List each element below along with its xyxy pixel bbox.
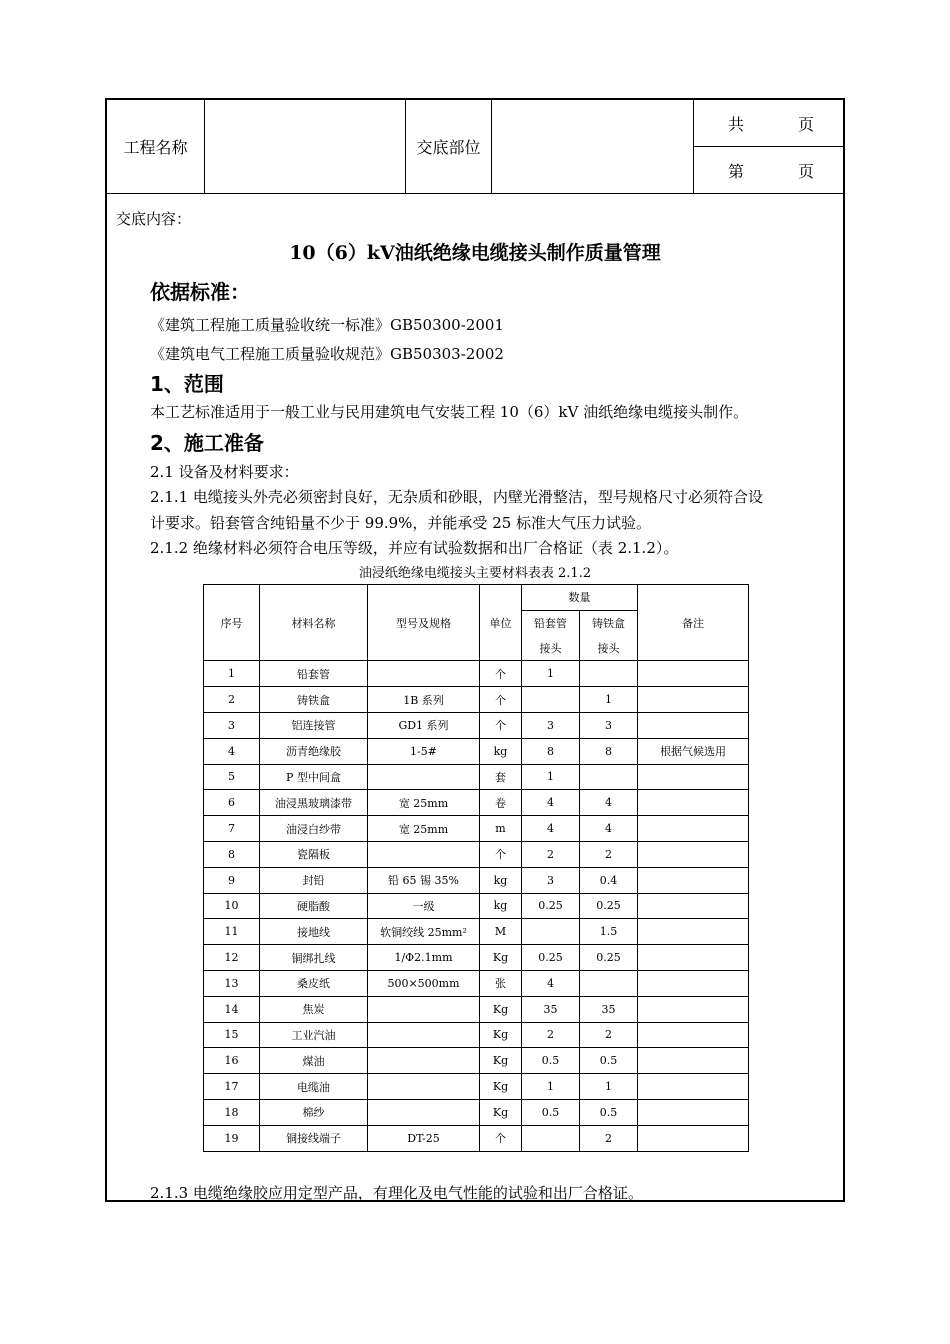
cell-unit: Kg xyxy=(480,1022,522,1048)
prep-para: 2.1.1 电缆接头外壳必须密封良好，无杂质和砂眼，内壁光滑整洁，型号规格尺寸必须符合设 xyxy=(150,488,763,506)
table-row xyxy=(204,1125,749,1151)
header-row xyxy=(107,100,843,194)
cell-qty-iron: 2 xyxy=(580,1125,638,1151)
cell-qty-iron: 2 xyxy=(580,841,638,867)
cell-no: 6 xyxy=(204,790,260,816)
cell-spec: 500×500mm xyxy=(368,970,480,996)
cell-qty-lead: 4 xyxy=(522,816,580,842)
cell-qty-iron: 35 xyxy=(580,996,638,1022)
basis-item: 《建筑电气工程施工质量验收规范》GB50303-2002 xyxy=(150,345,504,363)
cell-name: 工业汽油 xyxy=(260,1022,368,1048)
cell-note xyxy=(638,1022,749,1048)
scope-text: 本工艺标准适用于一般工业与民用建筑电气安装工程 10（6）kV 油纸绝缘电缆接头制作。 xyxy=(150,403,749,421)
table-row xyxy=(204,996,749,1022)
cell-unit: kg xyxy=(480,893,522,919)
cell-note xyxy=(638,996,749,1022)
basis-heading: 依据标准： xyxy=(150,280,250,304)
cell-spec: 软铜绞线 25mm² xyxy=(368,919,480,945)
cell-note xyxy=(638,687,749,713)
table-row xyxy=(204,1099,749,1125)
cell-qty-lead: 2 xyxy=(522,1022,580,1048)
cell-unit: Kg xyxy=(480,945,522,971)
table-row xyxy=(204,867,749,893)
cell-unit: 个 xyxy=(480,661,522,687)
cell-unit: Kg xyxy=(480,996,522,1022)
cell-unit: M xyxy=(480,919,522,945)
header-qty-iron: 铸铁盒 xyxy=(580,610,638,635)
cell-name: 铅套管 xyxy=(260,661,368,687)
cell-qty-iron: 4 xyxy=(580,816,638,842)
table-row xyxy=(204,970,749,996)
table-row xyxy=(204,919,749,945)
location-value xyxy=(492,100,694,193)
cell-unit: Kg xyxy=(480,1099,522,1125)
cell-spec: 一级 xyxy=(368,893,480,919)
table-row xyxy=(204,945,749,971)
cell-unit: kg xyxy=(480,867,522,893)
cell-qty-lead: 0.25 xyxy=(522,893,580,919)
table-row xyxy=(204,764,749,790)
cell-name: 铸铁盒 xyxy=(260,687,368,713)
cell-spec xyxy=(368,764,480,790)
table-row xyxy=(204,893,749,919)
cell-unit: 张 xyxy=(480,970,522,996)
cell-no: 15 xyxy=(204,1022,260,1048)
cell-qty-lead: 0.5 xyxy=(522,1048,580,1074)
cell-no: 16 xyxy=(204,1048,260,1074)
cell-unit: 卷 xyxy=(480,790,522,816)
cell-qty-iron: 4 xyxy=(580,790,638,816)
cell-note xyxy=(638,816,749,842)
total-pages-cell xyxy=(694,100,843,147)
cell-name: 瓷隔板 xyxy=(260,841,368,867)
prep-para: 计要求。铅套管含纯铅量不少于 99.9%，并能承受 25 标准大气压力试验。 xyxy=(150,514,652,532)
cell-qty-iron: 3 xyxy=(580,712,638,738)
table-row xyxy=(204,687,749,713)
document-title: 10（6）kV油纸绝缘电缆接头制作质量管理 xyxy=(289,242,661,264)
cell-no: 12 xyxy=(204,945,260,971)
page-number-cell xyxy=(694,147,843,193)
cell-qty-lead xyxy=(522,919,580,945)
cell-name: 桑皮纸 xyxy=(260,970,368,996)
cell-spec xyxy=(368,1022,480,1048)
document-frame xyxy=(105,98,845,1202)
basis-item: 《建筑工程施工质量验收统一标准》GB50300-2001 xyxy=(150,316,504,334)
cell-note xyxy=(638,919,749,945)
cell-name: 封铅 xyxy=(260,867,368,893)
project-name-value xyxy=(205,100,406,193)
cell-no: 10 xyxy=(204,893,260,919)
cell-name: 接地线 xyxy=(260,919,368,945)
prep-para: 2.1 设备及材料要求： xyxy=(150,463,299,481)
page-number-suffix: 页 xyxy=(798,161,815,181)
cell-spec xyxy=(368,996,480,1022)
cell-qty-iron: 0.25 xyxy=(580,893,638,919)
cell-note xyxy=(638,764,749,790)
cell-name: 铜接线端子 xyxy=(260,1125,368,1151)
materials-table xyxy=(203,584,749,1152)
cell-qty-lead: 2 xyxy=(522,841,580,867)
cell-name: 煤油 xyxy=(260,1048,368,1074)
cell-note xyxy=(638,712,749,738)
cell-note xyxy=(638,790,749,816)
location-label: 交底部位 xyxy=(406,100,492,193)
cell-qty-iron: 1.5 xyxy=(580,919,638,945)
cell-spec xyxy=(368,1099,480,1125)
cell-spec xyxy=(368,1074,480,1100)
cell-note xyxy=(638,661,749,687)
cell-spec: GD1 系列 xyxy=(368,712,480,738)
table-row xyxy=(204,841,749,867)
cell-spec: 1-5# xyxy=(368,738,480,764)
total-pages-prefix: 共 xyxy=(728,114,745,134)
prep-para: 2.1.3 电缆绝缘胶应用定型产品，有理化及电气性能的试验和出厂合格证。 xyxy=(150,1184,643,1202)
cell-qty-lead: 0.25 xyxy=(522,945,580,971)
cell-no: 19 xyxy=(204,1125,260,1151)
cell-spec xyxy=(368,841,480,867)
cell-spec: 宽 25mm xyxy=(368,816,480,842)
cell-note xyxy=(638,970,749,996)
cell-qty-iron: 1 xyxy=(580,1074,638,1100)
cell-name: P 型中间盒 xyxy=(260,764,368,790)
header-unit: 单位 xyxy=(480,585,522,661)
cell-unit: 个 xyxy=(480,1125,522,1151)
table-row xyxy=(204,1022,749,1048)
table-row xyxy=(204,738,749,764)
cell-unit: 个 xyxy=(480,687,522,713)
cell-qty-iron xyxy=(580,764,638,790)
cell-unit: Kg xyxy=(480,1048,522,1074)
cell-no: 2 xyxy=(204,687,260,713)
cell-unit: 个 xyxy=(480,841,522,867)
prep-para: 2.1.2 绝缘材料必须符合电压等级，并应有试验数据和出厂合格证（表 2.1.2）。 xyxy=(150,539,679,557)
header-qty: 数量 xyxy=(522,585,638,611)
cell-qty-iron: 8 xyxy=(580,738,638,764)
cell-no: 7 xyxy=(204,816,260,842)
cell-no: 1 xyxy=(204,661,260,687)
cell-qty-iron: 0.5 xyxy=(580,1048,638,1074)
cell-name: 油浸黑玻璃漆带 xyxy=(260,790,368,816)
cell-spec: DT-25 xyxy=(368,1125,480,1151)
cell-unit: 个 xyxy=(480,712,522,738)
cell-name: 硬脂酸 xyxy=(260,893,368,919)
cell-no: 3 xyxy=(204,712,260,738)
table-row xyxy=(204,712,749,738)
cell-qty-lead: 35 xyxy=(522,996,580,1022)
cell-note xyxy=(638,893,749,919)
cell-no: 8 xyxy=(204,841,260,867)
table-row xyxy=(204,816,749,842)
cell-qty-lead: 3 xyxy=(522,867,580,893)
header-spec: 型号及规格 xyxy=(368,585,480,661)
cell-qty-lead: 0.5 xyxy=(522,1099,580,1125)
cell-qty-iron: 0.4 xyxy=(580,867,638,893)
cell-name: 铝连接管 xyxy=(260,712,368,738)
header-qty-lead: 铅套管 xyxy=(522,610,580,635)
cell-no: 4 xyxy=(204,738,260,764)
cell-unit: 套 xyxy=(480,764,522,790)
cell-name: 沥青绝缘胶 xyxy=(260,738,368,764)
cell-name: 油浸白纱带 xyxy=(260,816,368,842)
header-name: 材料名称 xyxy=(260,585,368,661)
cell-qty-lead: 4 xyxy=(522,790,580,816)
cell-qty-lead: 1 xyxy=(522,1074,580,1100)
header-qty-lead-joint: 接头 xyxy=(522,636,580,661)
cell-qty-lead: 8 xyxy=(522,738,580,764)
cell-name: 电缆油 xyxy=(260,1074,368,1100)
cell-qty-iron: 0.5 xyxy=(580,1099,638,1125)
cell-spec: 1/Φ2.1mm xyxy=(368,945,480,971)
cell-qty-iron xyxy=(580,661,638,687)
cell-name: 棉纱 xyxy=(260,1099,368,1125)
prep-heading: 2、施工准备 xyxy=(150,431,264,455)
cell-note xyxy=(638,1125,749,1151)
cell-no: 13 xyxy=(204,970,260,996)
cell-note xyxy=(638,841,749,867)
content-label: 交底内容： xyxy=(116,210,192,228)
cell-qty-lead xyxy=(522,687,580,713)
cell-qty-lead: 4 xyxy=(522,970,580,996)
table-row xyxy=(204,1074,749,1100)
cell-unit: Kg xyxy=(480,1074,522,1100)
project-name-label: 工程名称 xyxy=(107,100,205,193)
cell-qty-lead: 1 xyxy=(522,764,580,790)
cell-spec xyxy=(368,1048,480,1074)
cell-qty-iron: 0.25 xyxy=(580,945,638,971)
cell-note xyxy=(638,1099,749,1125)
cell-note xyxy=(638,1048,749,1074)
cell-no: 18 xyxy=(204,1099,260,1125)
cell-no: 17 xyxy=(204,1074,260,1100)
cell-qty-lead: 1 xyxy=(522,661,580,687)
header-no: 序号 xyxy=(204,585,260,661)
cell-unit: m xyxy=(480,816,522,842)
cell-qty-lead xyxy=(522,1125,580,1151)
cell-unit: kg xyxy=(480,738,522,764)
cell-note xyxy=(638,945,749,971)
header-qty-iron-joint: 接头 xyxy=(580,636,638,661)
cell-no: 5 xyxy=(204,764,260,790)
total-pages-suffix: 页 xyxy=(798,114,815,134)
table-row xyxy=(204,1048,749,1074)
cell-spec xyxy=(368,661,480,687)
table-row xyxy=(204,661,749,687)
cell-no: 9 xyxy=(204,867,260,893)
cell-note: 根据气候选用 xyxy=(638,738,749,764)
cell-no: 11 xyxy=(204,919,260,945)
cell-spec: 铅 65 锡 35% xyxy=(368,867,480,893)
cell-spec: 宽 25mm xyxy=(368,790,480,816)
scope-heading: 1、范围 xyxy=(150,372,224,396)
cell-name: 铜绑扎线 xyxy=(260,945,368,971)
cell-qty-lead: 3 xyxy=(522,712,580,738)
cell-name: 焦炭 xyxy=(260,996,368,1022)
page-number-prefix: 第 xyxy=(728,161,745,181)
cell-qty-iron xyxy=(580,970,638,996)
header-note: 备注 xyxy=(638,585,749,661)
cell-note xyxy=(638,867,749,893)
table-caption: 油浸纸绝缘电缆接头主要材料表表 2.1.2 xyxy=(358,566,592,581)
cell-qty-iron: 2 xyxy=(580,1022,638,1048)
cell-qty-iron: 1 xyxy=(580,687,638,713)
cell-spec: 1B 系列 xyxy=(368,687,480,713)
cell-no: 14 xyxy=(204,996,260,1022)
table-row xyxy=(204,790,749,816)
cell-note xyxy=(638,1074,749,1100)
